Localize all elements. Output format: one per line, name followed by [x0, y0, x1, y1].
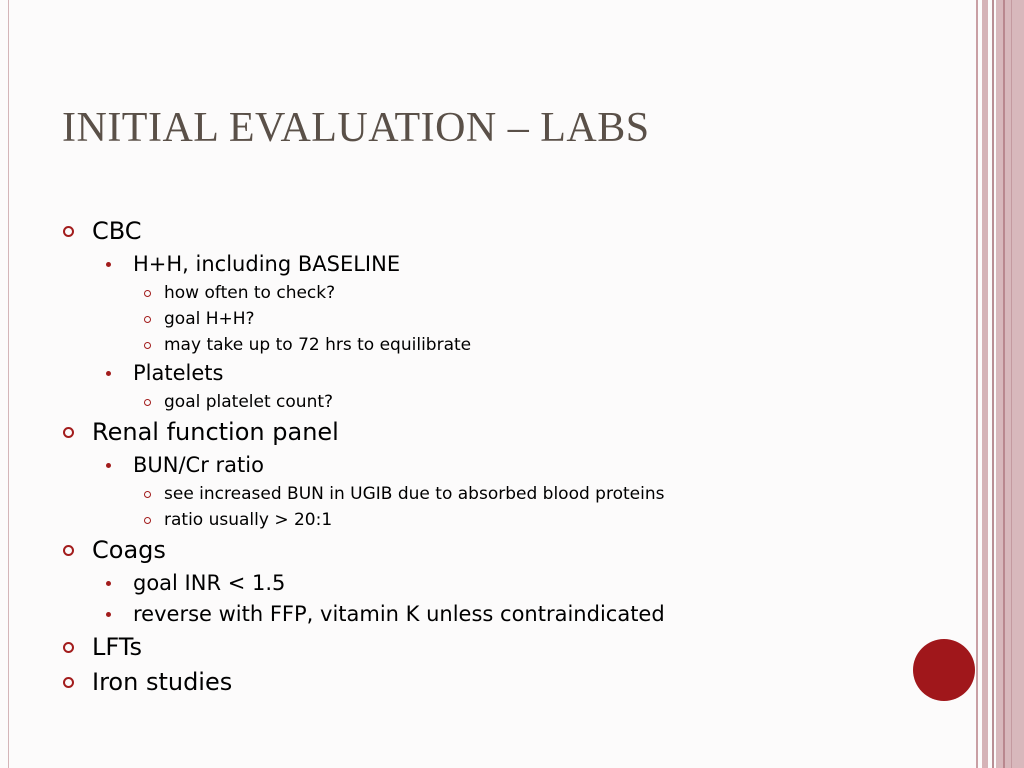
bullet-text: reverse with FFP, vitamin K unless contraindicated: [133, 602, 665, 626]
sub-bullet-item: [62, 358, 665, 389]
dot-bullet-icon: [106, 612, 111, 617]
ring-bullet-icon: [63, 642, 74, 653]
small-ring-bullet-icon: [144, 399, 151, 406]
bullet-text: LFTs: [92, 633, 142, 661]
sub-sub-bullet-item: [62, 306, 665, 332]
bullet-item: [62, 415, 665, 450]
right-stripe: [982, 0, 988, 768]
sub-bullet-item: [62, 568, 665, 599]
small-ring-bullet-icon: [144, 290, 151, 297]
bullet-text: Renal function panel: [92, 418, 339, 446]
right-stripe: [996, 0, 1024, 768]
right-stripe: [1011, 0, 1012, 768]
bullet-text: Platelets: [133, 361, 224, 385]
bullet-text: CBC: [92, 217, 142, 245]
sub-bullet-item: [62, 450, 665, 481]
ring-bullet-icon: [63, 427, 74, 438]
ring-bullet-icon: [63, 226, 74, 237]
bullet-text: ratio usually > 20:1: [164, 510, 333, 530]
small-ring-bullet-icon: [144, 517, 151, 524]
bullet-item: [62, 533, 665, 568]
dot-bullet-icon: [106, 371, 111, 376]
dot-bullet-icon: [106, 581, 111, 586]
bullet-text: goal platelet count?: [164, 392, 334, 412]
decorative-red-circle: [913, 639, 975, 701]
sub-sub-bullet-item: [62, 332, 665, 358]
dot-bullet-icon: [106, 262, 111, 267]
bullet-text: how often to check?: [164, 283, 336, 303]
right-stripe: [992, 0, 994, 768]
bullet-text: goal H+H?: [164, 309, 255, 329]
bullet-text: Iron studies: [92, 668, 233, 696]
bullet-text: may take up to 72 hrs to equilibrate: [164, 335, 472, 355]
sub-bullet-item: [62, 599, 665, 630]
sub-sub-bullet-item: [62, 280, 665, 306]
dot-bullet-icon: [106, 463, 111, 468]
bullet-list: [62, 214, 665, 700]
small-ring-bullet-icon: [144, 491, 151, 498]
bullet-text: H+H, including BASELINE: [133, 252, 401, 276]
sub-sub-bullet-item: [62, 389, 665, 415]
right-stripe: [1003, 0, 1005, 768]
bullet-text: see increased BUN in UGIB due to absorbed blood proteins: [164, 484, 665, 504]
bullet-text: goal INR < 1.5: [133, 571, 286, 595]
slide-title: INITIAL EVALUATION – LABS: [62, 105, 650, 151]
sub-bullet-item: [62, 249, 665, 280]
left-border: [8, 0, 9, 768]
bullet-text: BUN/Cr ratio: [133, 453, 264, 477]
bullet-text: Coags: [92, 536, 166, 564]
bullet-item: [62, 630, 665, 665]
small-ring-bullet-icon: [144, 342, 151, 349]
ring-bullet-icon: [63, 545, 74, 556]
bullet-item: [62, 214, 665, 249]
bullet-item: [62, 665, 665, 700]
small-ring-bullet-icon: [144, 316, 151, 323]
right-stripe: [976, 0, 978, 768]
ring-bullet-icon: [63, 677, 74, 688]
sub-sub-bullet-item: [62, 481, 665, 507]
sub-sub-bullet-item: [62, 507, 665, 533]
